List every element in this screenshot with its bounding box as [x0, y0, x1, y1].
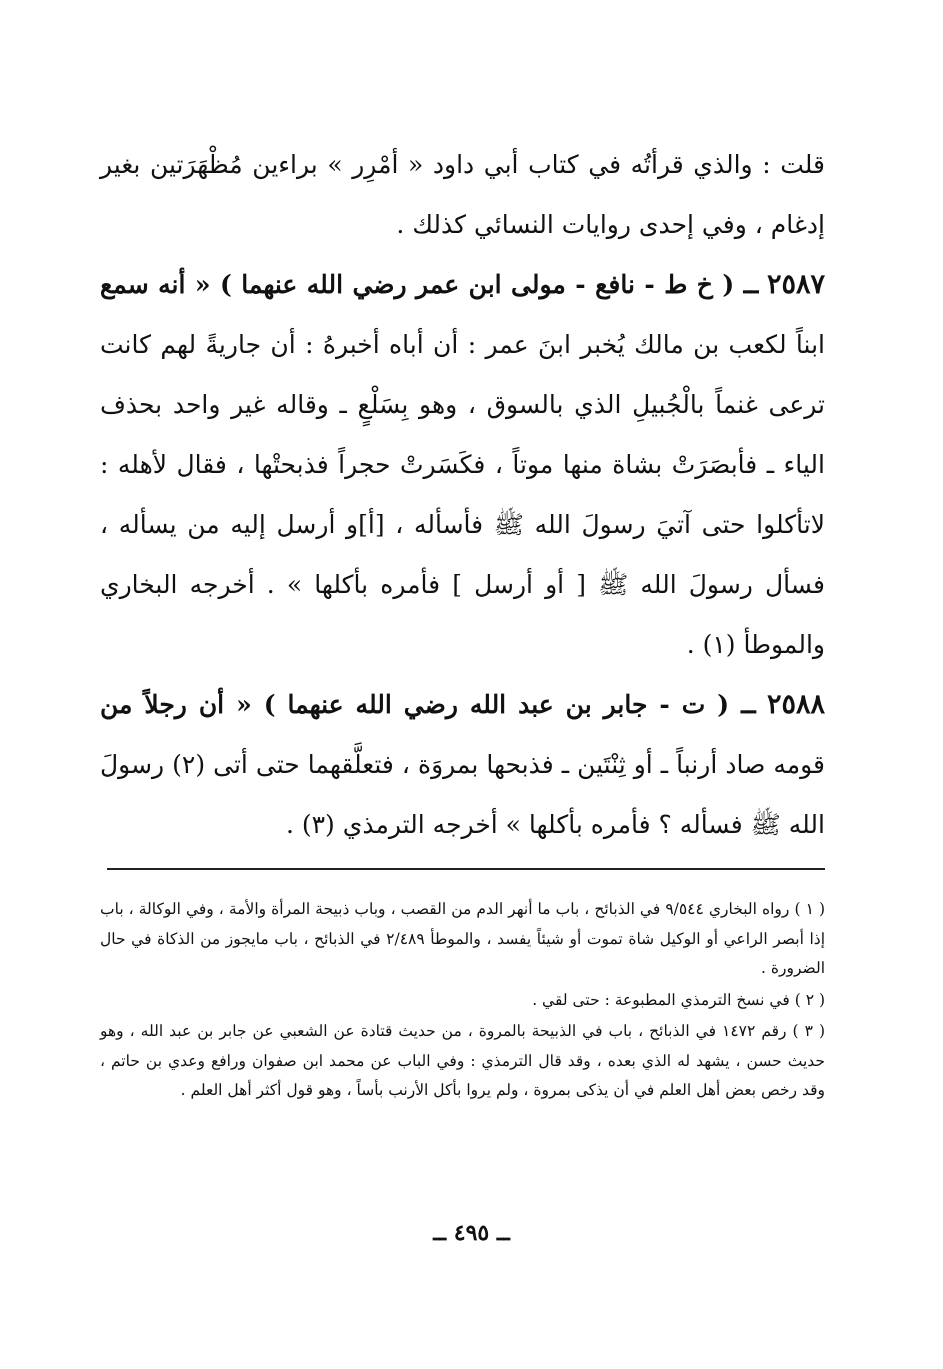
hadith-number: ٢٥٨٨	[767, 689, 826, 720]
page-number: ــ ٤٩٥ ــ	[433, 1220, 510, 1246]
hadith-2587	[100, 255, 825, 675]
hadith-text: ابناً لكعب بن مالك يُخبر ابنَ عمر : أن أباه أخبرهُ : أن جاريةً لهم كانت ترعى غنماً بالْجُبيلِ الذي بالسوق ، وهو بِسَلْعٍ ـ وقاله غير واحد بحذف الياء ـ فأبصَرَتْ بشاة منها موتاً ، فكَسَرتْ حجراً فذبحتْها ، فقال لأهله : لاتأكلوا حتى آتيَ رسولَ الله ﷺ فأسأله ، [أ]و أرسل إليه من يسأله ، فسأل رسولَ الله ﷺ [ أو أرسل ] فأمره بأكلها » . أخرجه البخاري والموطأ (١) .	[100, 330, 825, 659]
hadith-number: ٢٥٨٧	[766, 269, 825, 300]
hadith-2588	[100, 675, 825, 855]
footnotes	[100, 895, 825, 1108]
hadith-source: ــ ( خ ط - نافع - مولى ابن عمر رضي الله عنهما ) « أنه سمع	[100, 270, 759, 299]
footnote-marker: ( ١ )	[794, 900, 825, 918]
footnote-text: في نسخ الترمذي المطبوعة : حتى لقي .	[532, 990, 790, 1009]
paragraph-note: قلت : والذي قرأتُه في كتاب أبي داود « أمْرِر » براءين مُظْهَرَتين بغير إدغام ، وفي إحدى روايات النسائي كذلك .	[100, 150, 825, 239]
footnote-3	[100, 1017, 825, 1106]
footnote-marker: ( ٣ )	[792, 1022, 825, 1040]
footnote-2	[100, 986, 825, 1016]
main-text	[100, 135, 825, 855]
hadith-text: قومه صاد أرنباً ـ أو ثِنْتَين ـ فذبحها بمروَة ، فتعلَّقهما حتى أتى (٢) رسولَ الله ﷺ فسأله ؟ فأمره بأكلها » أخرجه الترمذي (٣) .	[100, 750, 825, 839]
footnote-text: رواه البخاري ٩/٥٤٤ في الذبائح ، باب ما أنهر الدم من القصب ، وباب ذبيحة المرأة والأمة ، وفي الوكالة ، باب إذا أبصر الراعي أو الوكيل شاة تموت أو شيئاً يفسد ، والموطأ ٢/٤٨٩ في الذبائح ، باب مايجوز من الذكاة في حال الضرورة .	[100, 900, 826, 977]
footnote-1	[100, 895, 825, 984]
hadith-source: ــ ( ت - جابر بن عبد الله رضي الله عنهما ) « أن رجلاً من	[100, 690, 756, 719]
footnote-marker: ( ٢ )	[794, 990, 825, 1009]
footnote-divider	[107, 868, 825, 870]
footnote-text: رقم ١٤٧٢ في الذبائح ، باب في الذبيحة بالمروة ، من حديث قتادة عن الشعبي عن جابر بن عبد الله ، وهو حديث حسن ، يشهد له الذي بعده ، وقد قال الترمذي : وفي الباب عن محمد ابن صفوان ورافع وعدي بن حاتم ، وقد رخص بعض أهل العلم في أن يذكى بمروة ، ولم يروا بأكل الأرنب بأساً ، وهو قول أكثر أهل العلم .	[100, 1022, 825, 1099]
